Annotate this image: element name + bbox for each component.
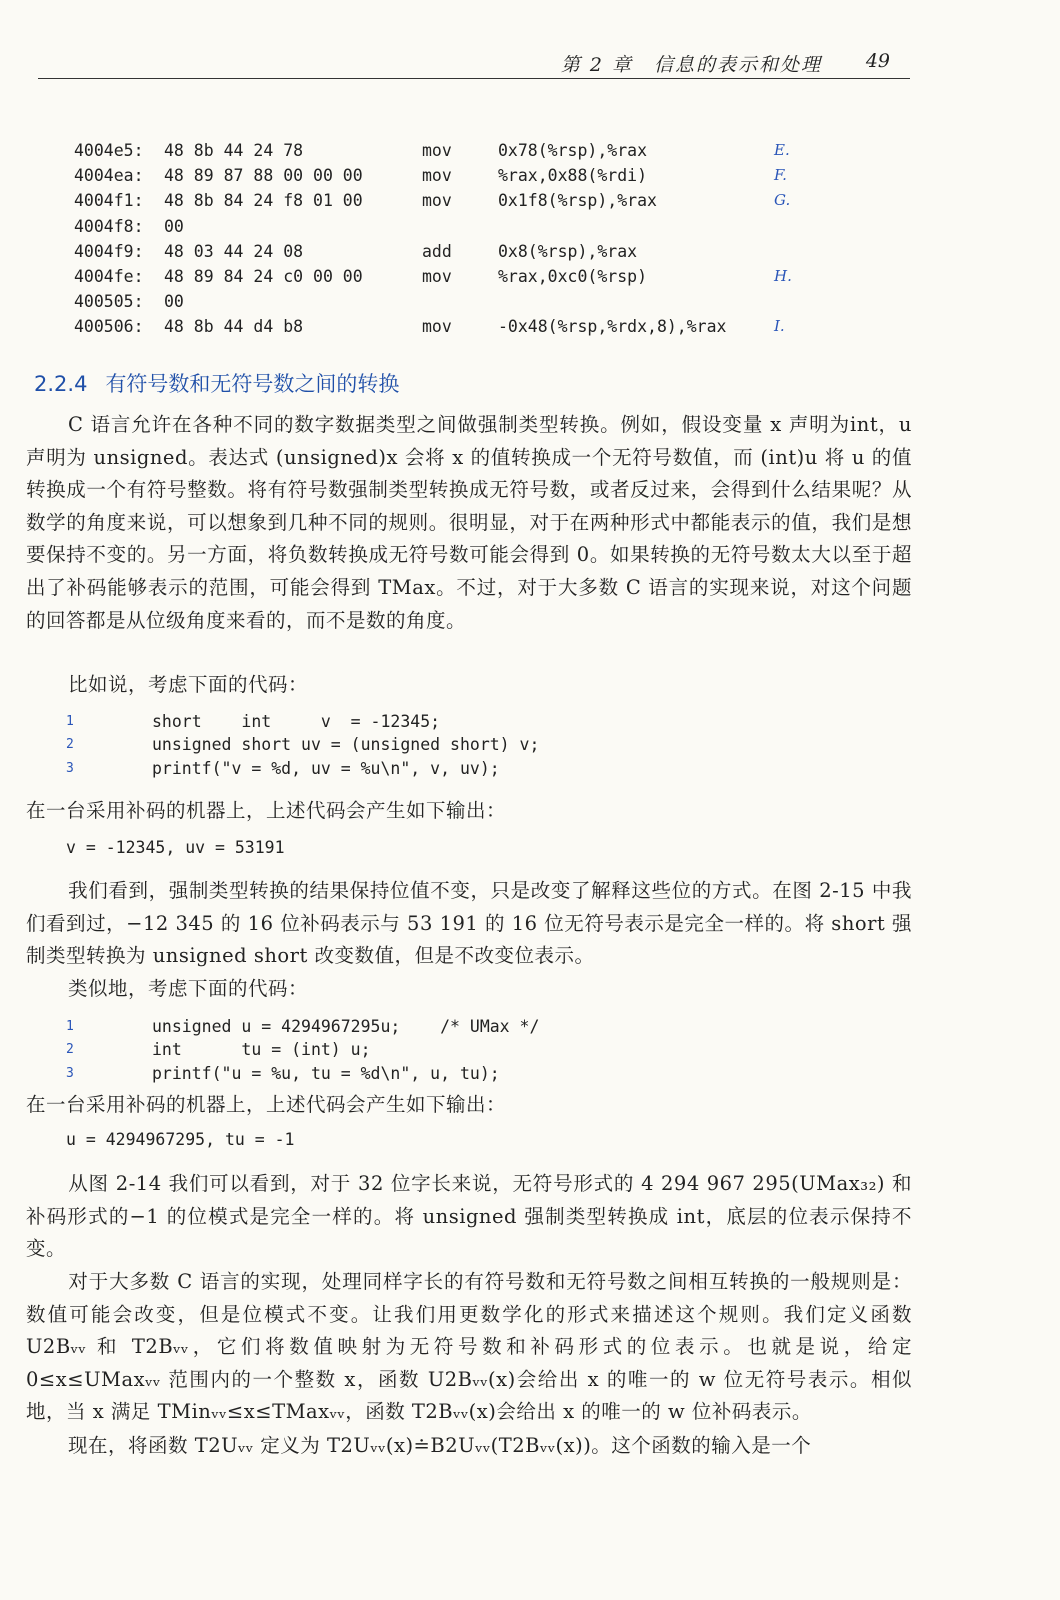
- asm-bytes: 48 89 84 24 c0 00 00: [164, 266, 363, 286]
- code-block: [66, 1015, 766, 1085]
- disassembly-listing: [74, 138, 834, 340]
- code-text: short int v = -12345;: [152, 712, 441, 731]
- asm-row: [74, 214, 834, 239]
- code-text: unsigned short uv = (unsigned short) v;: [152, 735, 540, 755]
- paragraph: [26, 1266, 912, 1429]
- asm-address: 400505:: [74, 292, 144, 312]
- asm-operands: 0x8(%rsp),%rax: [498, 241, 638, 261]
- paragraph: [26, 973, 912, 1006]
- paragraph: [26, 875, 912, 973]
- asm-bytes: 48 8b 84 24 f8 01 00: [164, 191, 363, 211]
- asm-opcode: mov: [422, 266, 452, 286]
- asm-row: [74, 138, 834, 163]
- paragraph-text: 我们看到，强制类型转换的结果保持位值不变，只是改变了解释这些位的方式。在图 2-15 中我们看到过，−12 345 的 16 位补码表示与 53 191 的 16 位无符号表示是完全一样的。将 short 强制类型转换为 unsigned short 改变数值，但是不改变位表示。: [26, 879, 912, 968]
- asm-address: 4004f9:: [74, 241, 144, 261]
- asm-opcode: add: [422, 241, 452, 261]
- paragraph-text: 类似地，考虑下面的代码：: [68, 977, 309, 1000]
- asm-operands: 0x78(%rsp),%rax: [498, 141, 648, 160]
- asm-opcode: mov: [422, 191, 452, 211]
- line-number: 3: [66, 1065, 74, 1081]
- code-line: [66, 710, 766, 733]
- code-text: int tu = (int) u;: [152, 1040, 371, 1060]
- paragraph: [26, 1168, 912, 1266]
- chapter-title: 第 2 章 信息的表示和处理: [560, 54, 822, 76]
- section-title: 有符号数和无符号数之间的转换: [105, 372, 400, 396]
- paragraph-text: 比如说，考虑下面的代码：: [68, 673, 309, 696]
- asm-bytes: 00: [164, 292, 184, 312]
- asm-address: 4004f1:: [74, 191, 144, 211]
- paragraph: [26, 669, 912, 702]
- asm-address: 4004fe:: [74, 266, 144, 286]
- code-line: [66, 757, 766, 780]
- line-number: 3: [66, 760, 74, 776]
- code-text: unsigned u = 4294967295u; /* UMax */: [152, 1017, 540, 1036]
- asm-operands: -0x48(%rsp,%rdx,8),%rax: [498, 317, 727, 337]
- asm-opcode: mov: [422, 317, 452, 337]
- line-number: 2: [66, 737, 74, 753]
- section-number: 2.2.4: [34, 372, 88, 396]
- asm-bytes: 00: [164, 216, 184, 236]
- asm-row: [74, 264, 834, 289]
- asm-row: [74, 289, 834, 314]
- code-block: [66, 710, 766, 780]
- asm-row: [74, 188, 834, 213]
- line-number: 2: [66, 1042, 74, 1058]
- asm-operands: %rax,0x88(%rdi): [498, 166, 648, 186]
- asm-address: 400506:: [74, 317, 144, 337]
- asm-address: 4004f8:: [74, 216, 144, 236]
- asm-marker: G.: [774, 191, 791, 210]
- program-output: v = -12345, uv = 53191: [66, 838, 285, 857]
- code-text: printf("u = %u, tu = %d\n", u, tu);: [152, 1063, 500, 1083]
- running-header: [38, 44, 910, 79]
- asm-row: [74, 314, 834, 339]
- paragraph: [26, 795, 912, 828]
- section-heading: [34, 368, 399, 398]
- asm-opcode: mov: [422, 141, 452, 160]
- paragraph: [26, 409, 912, 637]
- asm-row: [74, 239, 834, 264]
- paragraph-text: 现在，将函数 T2Uᵥᵥ 定义为 T2Uᵥᵥ(x)≐B2Uᵥᵥ(T2Bᵥᵥ(x))。这个函数的输入是一个: [68, 1434, 812, 1457]
- asm-operands: 0x1f8(%rsp),%rax: [498, 191, 657, 211]
- paragraph-text: 在一台采用补码的机器上，上述代码会产生如下输出：: [26, 1093, 507, 1116]
- paragraph-text: 在一台采用补码的机器上，上述代码会产生如下输出：: [26, 799, 507, 822]
- paragraph-text: 对于大多数 C 语言的实现，处理同样字长的有符号数和无符号数之间相互转换的一般规则是：数值可能会改变，但是位模式不变。让我们用更数学化的形式来描述这个规则。我们定义函数 U2Bᵥᵥ 和 T2Bᵥᵥ，它们将数值映射为无符号数和补码形式的位表示。也就是说，给定 0≤x≤UMaxᵥᵥ 范围内的一个整数 x，函数 U2Bᵥᵥ(x)会给出 x 的唯一的 w 位无符号表示。相似地，当 x 满足 TMinᵥᵥ≤x≤TMaxᵥᵥ，函数 T2Bᵥᵥ(x)会给出 x 的唯一的 w 位补码表示。: [26, 1270, 912, 1424]
- paragraph: [26, 1430, 912, 1463]
- paragraph-text: C 语言允许在各种不同的数字数据类型之间做强制类型转换。例如，假设变量 x 声明为int，u 声明为 unsigned。表达式 (unsigned)x 会将 x 的值转换成一个无符号数值，而 (int)u 将 u 的值转换成一个有符号整数。将有符号数强制类型转换成无符号数，或者反过来，会得到什么结果呢？从数学的角度来说，可以想象到几种不同的规则。很明显，对于在两种形式中都能表示的值，我们是想要保持不变的。另一方面，将负数转换成无符号数可能会得到 0。如果转换的无符号数太大以至于超出了补码能够表示的范围，可能会得到 TMax。不过，对于大多数 C 语言的实现来说，对这个问题的回答都是从位级角度来看的，而不是数的角度。: [26, 413, 912, 632]
- asm-bytes: 48 8b 44 d4 b8: [164, 317, 304, 337]
- line-number: 1: [66, 714, 74, 729]
- code-line: [66, 1038, 766, 1061]
- code-line: [66, 1062, 766, 1085]
- asm-address: 4004e5:: [74, 141, 144, 160]
- paragraph-text: 从图 2-14 我们可以看到，对于 32 位字长来说，无符号形式的 4 294 967 295(UMax₃₂) 和补码形式的−1 的位模式是完全一样的。将 unsigned 强制类型转换成 int，底层的位表示保持不变。: [26, 1172, 912, 1261]
- asm-row: [74, 163, 834, 188]
- asm-bytes: 48 03 44 24 08: [164, 241, 304, 261]
- asm-address: 4004ea:: [74, 166, 144, 186]
- asm-opcode: mov: [422, 166, 452, 186]
- asm-bytes: 48 89 87 88 00 00 00: [164, 166, 363, 186]
- code-line: [66, 733, 766, 756]
- asm-marker: I.: [774, 317, 785, 336]
- code-line: [66, 1015, 766, 1038]
- asm-operands: %rax,0xc0(%rsp): [498, 266, 648, 286]
- program-output: u = 4294967295, tu = -1: [66, 1130, 295, 1149]
- paragraph: [26, 1089, 912, 1122]
- line-number: 1: [66, 1019, 74, 1034]
- page-number: 49: [865, 50, 890, 72]
- code-text: printf("v = %d, uv = %u\n", v, uv);: [152, 758, 500, 778]
- asm-bytes: 48 8b 44 24 78: [164, 141, 304, 160]
- asm-marker: H.: [774, 266, 792, 285]
- asm-marker: E.: [774, 141, 790, 159]
- asm-marker: F.: [774, 166, 787, 185]
